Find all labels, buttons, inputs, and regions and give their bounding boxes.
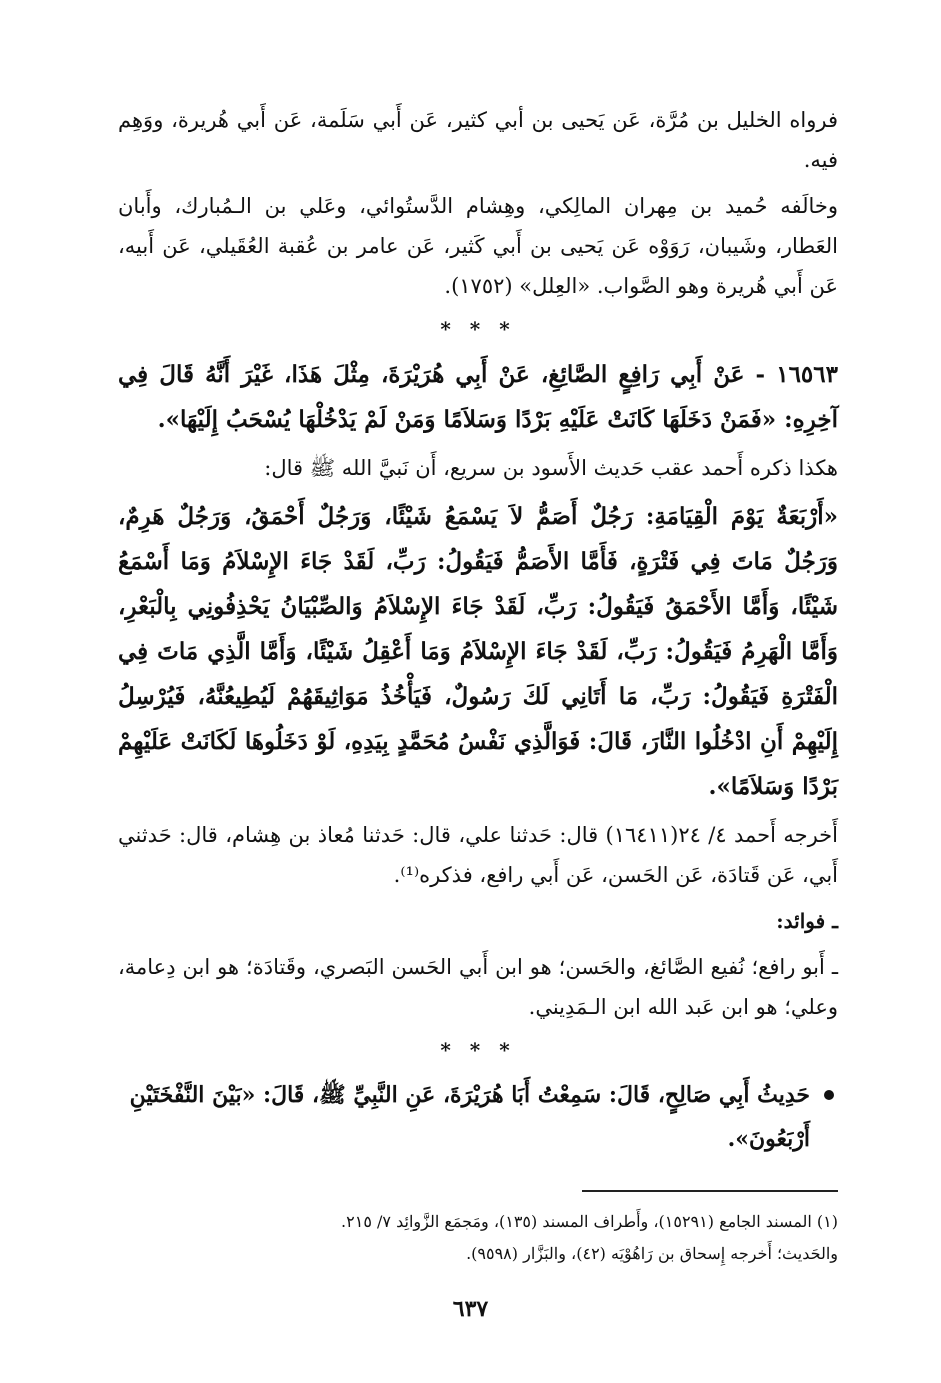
fawaid-heading: ـ فوائد: <box>776 909 838 933</box>
bullet-icon <box>824 1090 834 1100</box>
paragraph-khalafahu: وخالَفه حُميد بن مِهران المالِكي، وهِشام الدَّستُوائي، وعَلي بن الـمُبارك، وأَبان العَطار، وشَيبان، رَوَوْه عَن يَحيى بن أَبي كَثير، عَن عامر بن عُقبة العُقَيلي، عَن أَبيه، عَن أَبي هُريرة وهو الصَّواب. «العِلل» (١٧٥٢). <box>118 194 838 298</box>
hadith-16563: ١٦٥٦٣ - عَنْ أَبِي رَافِعٍ الصَّائِغِ، عَنْ أَبِي هُرَيْرَةَ، مِثْلَ هَذَا، غَيْرَ أَنَّهُ قَالَ فِي آخِرِهِ: «فَمَنْ دَخَلَهَا كَانَتْ عَلَيْهِ بَرْدًا وَسَلاَمًا وَمَنْ لَمْ يَدْخُلْهَا يُسْحَبُ إِلَيْهَا». <box>118 361 838 433</box>
bullet-hadith-abi-salih <box>118 1073 838 1161</box>
section-separator-2: * * * <box>440 1038 516 1062</box>
footnote-2: والحَديث؛ أَخرجه إِسحاق بن رَاهُوْيَه (٤٢)، والبَزَّار (٩٥٩٨). <box>466 1244 838 1263</box>
footnote-1: (١) المسند الجامع (١٥٢٩١)، وأَطراف المسند (١٣٥)، ومَجمَع الزَّوائِد ٧/ ٢١٥. <box>341 1212 838 1231</box>
footnotes <box>118 1206 838 1270</box>
paragraph-hakadha: هكذا ذكره أَحمد عقب حَديث الأَسود بن سريع، أَن نَبيَّ الله ﷺ قال: <box>264 456 838 480</box>
footnote-rule <box>582 1190 838 1192</box>
section-separator: * * * <box>440 317 516 341</box>
page-number: ٦٣٧ <box>452 1296 489 1322</box>
bullet-text: حَدِيثُ أَبِي صَالِحٍ، قَالَ: سَمِعْتُ أَبَا هُرَيْرَةَ، عَنِ النَّبِيِّ ﷺ، قَالَ: «بَيْنَ النَّفْخَتَيْنِ أَرْبَعُونَ». <box>129 1082 810 1152</box>
hadith-quote-arbaa: «أَرْبَعَةٌ يَوْمَ الْقِيَامَةِ: رَجُلٌ أَصَمُّ لاَ يَسْمَعُ شَيْئًا، وَرَجُلٌ أَحْمَقُ، وَرَجُلٌ هَرِمٌ، وَرَجُلٌ مَاتَ فِي فَتْرَةٍ، فَأَمَّا الأَصَمُّ فَيَقُولُ: رَبِّ، لَقَدْ جَاءَ الإِسْلاَمُ وَمَا أَسْمَعُ شَيْئًا، وَأَمَّا الأَحْمَقُ فَيَقُولُ: رَبِّ، لَقَدْ جَاءَ الإِسْلاَمُ وَالصِّبْيَانُ يَحْذِفُونِي بِالْبَعْرِ، وَأَمَّا الْهَرِمُ فَيَقُولُ: رَبِّ، لَقَدْ جَاءَ الإِسْلاَمُ وَمَا أَعْقِلُ شَيْئًا، وَأَمَّا الَّذِي مَاتَ فِي الْفَتْرَةِ فَيَقُولُ: رَبِّ، مَا أَتَانِي لَكَ رَسُولٌ، فَيَأْخُذُ مَوَاثِيقَهُمْ لَيُطِيعُنَّهُ، فَيُرْسِلُ إِلَيْهِمْ أَنِ ادْخُلُوا النَّارَ، قَالَ: فَوَالَّذِي نَفْسُ مُحَمَّدٍ بِيَدِهِ، لَوْ دَخَلُوهَا لَكَانَتْ عَلَيْهِمْ بَرْدًا وَسَلاَمًا». <box>118 503 838 800</box>
paragraph-fawaid: ـ أَبو رافع؛ نُفيع الصَّائغ، والحَسن؛ هو ابن أَبي الحَسن البَصري، وقَتادَة؛ هو ابن دِعامة، وعلي؛ هو ابن عَبد الله ابن الـمَدِيني. <box>118 955 838 1019</box>
paragraph-takhrij: أَخرجه أَحمد ٤/ ٢٤(١٦٤١١) قال: حَدثنا علي، قال: حَدثنا مُعاذ بن هِشام، قال: حَدثني أَبي، عَن قَتادَة، عَن الحَسن، عَن أَبي رافع، فذكره⁽¹⁾. <box>118 823 838 887</box>
page-body <box>118 100 838 1161</box>
paragraph-khalil: فرواه الخليل بن مُرَّة، عَن يَحيى بن أبي كثير، عَن أَبي سَلَمة، عَن أَبي هُريرة، ووَهِم فيه. <box>118 108 838 172</box>
